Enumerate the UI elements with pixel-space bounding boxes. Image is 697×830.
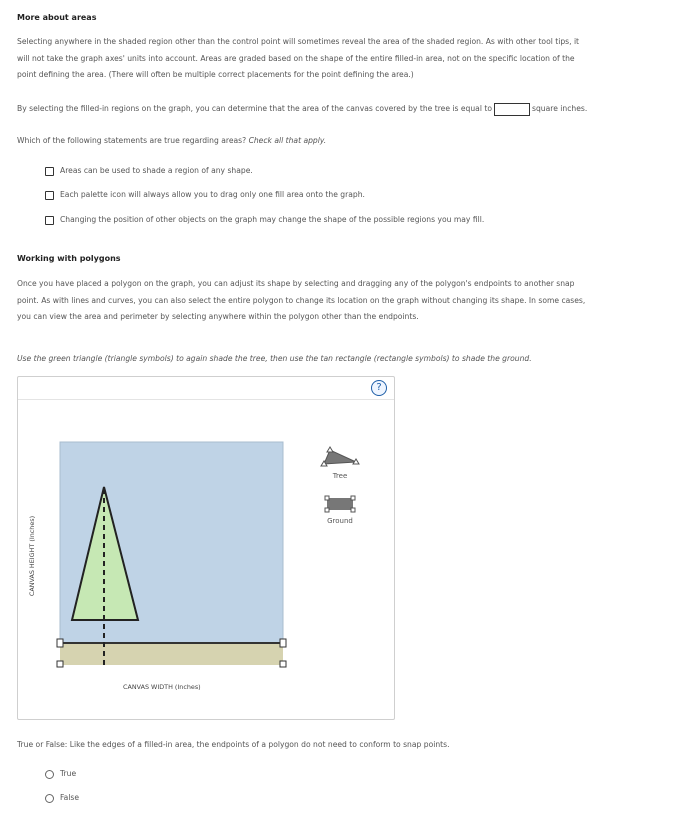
section-heading-polygons: Working with polygons <box>17 254 121 263</box>
body-line: you can view the area and perimeter by selecting anywhere within the polygon other than the endpoints. <box>17 312 419 321</box>
graph-canvas[interactable] <box>18 377 394 719</box>
checkbox-option[interactable] <box>45 190 365 200</box>
line-endpoint-handle[interactable] <box>57 639 63 647</box>
checkbox[interactable] <box>45 167 54 176</box>
rectangle-icon <box>320 495 360 513</box>
check-prompt <box>17 133 657 150</box>
area-question <box>17 101 687 118</box>
ground-region[interactable] <box>60 643 283 665</box>
body-line: Once you have placed a polygon on the graph, you can adjust its shape by selecting and dragging any of the polygon's endpoints to another snap <box>17 279 575 288</box>
true-false-question: True or False: Like the edges of a filled-in area, the endpoints of a polygon do not need to conform to snap points. <box>17 740 450 749</box>
checkbox-label: Areas can be used to shade a region of any shape. <box>60 166 253 175</box>
intro-line: will not take the graph axes' units into account. Areas are graded based on the shape of the entire filled-in area, not on the specific location of the <box>17 53 575 63</box>
y-axis-label: CANVAS HEIGHT (Inches) <box>28 515 36 597</box>
palette-ground-label: Ground <box>327 517 353 525</box>
checkbox[interactable] <box>45 191 54 200</box>
area-question-prefix: By selecting the filled-in regions on the graph, you can determine that the area of the canvas covered by the tree is equal to <box>17 104 492 113</box>
checkbox-label: Each palette icon will always allow you to drag only one fill area onto the graph. <box>60 190 365 199</box>
x-axis-label: CANVAS WIDTH (Inches) <box>123 683 201 691</box>
palette-tree-label: Tree <box>332 472 348 480</box>
point-handle[interactable] <box>280 661 286 667</box>
area-answer-input[interactable] <box>494 103 530 116</box>
graph-panel[interactable] <box>17 376 395 720</box>
checkbox[interactable] <box>45 216 54 225</box>
checkbox-option[interactable] <box>45 215 484 225</box>
help-button[interactable]: ? <box>371 380 387 396</box>
point-handle[interactable] <box>57 661 63 667</box>
body-line: point. As with lines and curves, you can also select the entire polygon to change its location on the graph without changing its shape. In some cases, <box>17 295 586 305</box>
radio-label: True <box>60 769 77 778</box>
areas-intro-paragraph <box>17 34 657 84</box>
shading-instruction: Use the green triangle (triangle symbols) to again shade the tree, then use the tan rectangle (rectangle symbols) to shade the ground. <box>17 354 532 363</box>
section-heading-areas: More about areas <box>17 13 97 22</box>
radio-button[interactable] <box>45 770 54 779</box>
polygons-paragraph <box>17 276 667 326</box>
area-question-suffix: square inches. <box>532 104 588 113</box>
check-prompt-text: Which of the following statements are true regarding areas? <box>17 136 247 145</box>
intro-line: point defining the area. (There will often be multiple correct placements for the point defining the area.) <box>17 70 414 79</box>
checkbox-option[interactable] <box>45 166 253 176</box>
line-endpoint-handle[interactable] <box>280 639 286 647</box>
radio-button[interactable] <box>45 794 54 803</box>
palette-ground-tool[interactable] <box>320 495 360 535</box>
triangle-icon <box>320 444 360 468</box>
checkbox-label: Changing the position of other objects on the graph may change the shape of the possible regions you may fill. <box>60 215 485 224</box>
intro-line: Selecting anywhere in the shaded region other than the control point will sometimes reveal the area of the shaded region. As with other tool tips, it <box>17 37 580 46</box>
radio-option-false[interactable] <box>45 793 79 803</box>
radio-label: False <box>60 793 80 802</box>
palette-tree-tool[interactable] <box>320 444 360 484</box>
check-prompt-hint: Check all that apply. <box>248 136 327 145</box>
radio-option-true[interactable] <box>45 769 76 779</box>
